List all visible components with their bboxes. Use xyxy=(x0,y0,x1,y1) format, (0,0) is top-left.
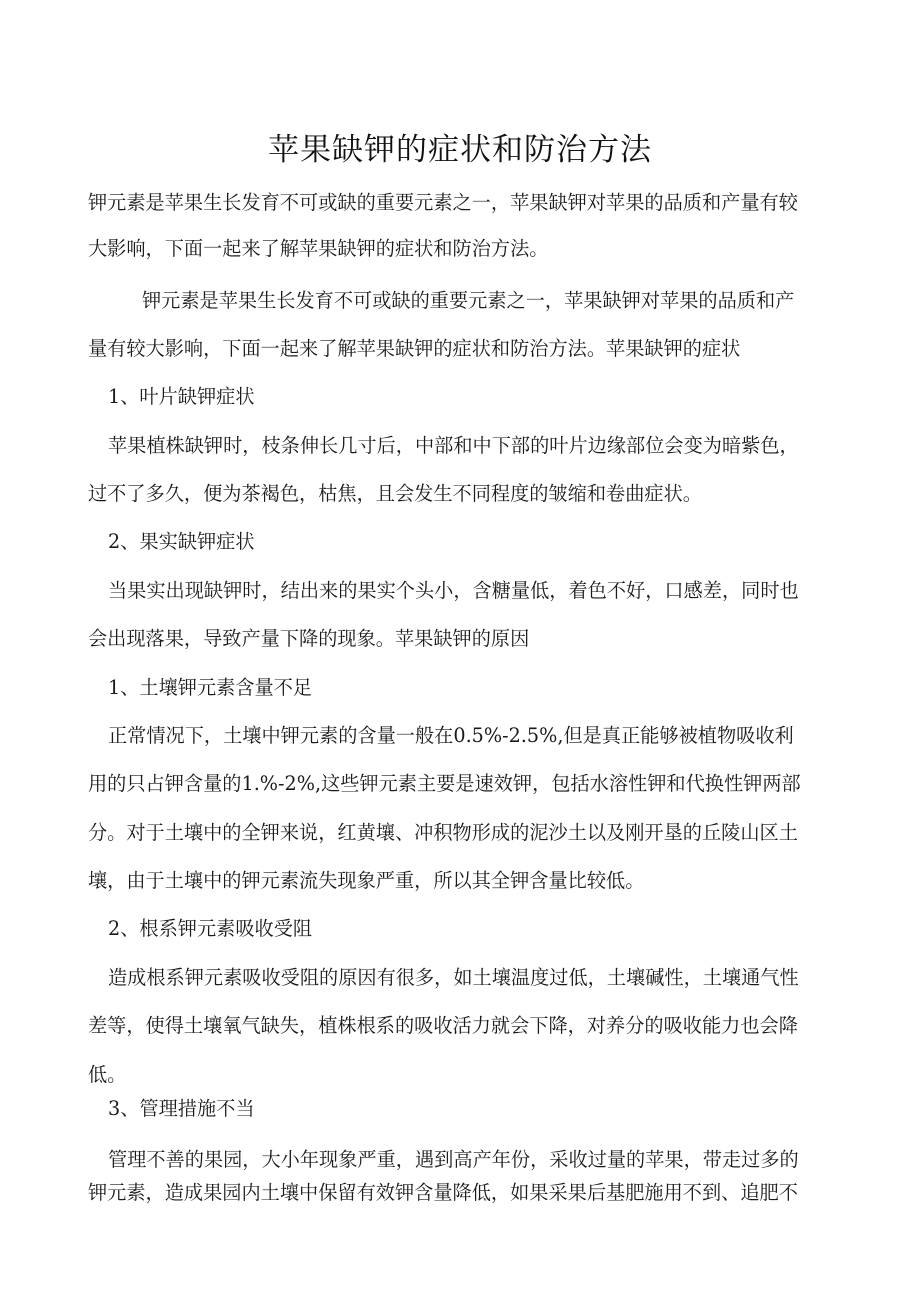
paragraph-line: 钾元素是苹果生长发育不可或缺的重要元素之一，苹果缺钾对苹果的品质和产 xyxy=(142,289,795,312)
section-heading: 2、根系钾元素吸收受阻 xyxy=(108,917,313,940)
paragraph-line: 过不了多久，便为茶褐色，枯焦，且会发生不同程度的皱缩和卷曲症状。 xyxy=(88,482,702,505)
paragraph-line: 用的只占钾含量的1.%-2%,这些钾元素主要是速效钾，包括水溶性钾和代换性钾两部 xyxy=(88,772,801,795)
paragraph-line: 低。 xyxy=(88,1063,127,1086)
paragraph-line: 差等，使得土壤氧气缺失，植株根系的吸收活力就会下降，对养分的吸收能力也会降 xyxy=(88,1014,798,1037)
section-heading: 3、管理措施不当 xyxy=(108,1097,255,1120)
section-heading: 2、果实缺钾症状 xyxy=(108,530,255,553)
paragraph-line: 管理不善的果园，大小年现象严重，遇到高产年份，采收过量的苹果，带走过多的 xyxy=(108,1148,799,1171)
section-heading: 1、土壤钾元素含量不足 xyxy=(108,676,313,699)
paragraph-line: 分。对于土壤中的全钾来说，红黄壤、冲积物形成的泥沙土以及刚开垦的丘陵山区土 xyxy=(88,821,798,844)
paragraph-line: 造成根系钾元素吸收受阻的原因有很多，如土壤温度过低，土壤碱性，土壤通气性 xyxy=(108,966,799,989)
paragraph-line: 正常情况下，土壤中钾元素的含量一般在0.5%-2.5%,但是真正能够被植物吸收利 xyxy=(108,724,794,747)
paragraph-line: 钾元素是苹果生长发育不可或缺的重要元素之一，苹果缺钾对苹果的品质和产量有较 xyxy=(88,191,798,214)
document-title: 苹果缺钾的症状和防治方法 xyxy=(268,132,652,168)
paragraph-line: 壤，由于土壤中的钾元素流失现象严重，所以其全钾含量比较低。 xyxy=(88,869,645,892)
section-heading: 1、叶片缺钾症状 xyxy=(108,385,255,408)
paragraph-line: 大影响，下面一起来了解苹果缺钾的症状和防治方法。 xyxy=(88,237,549,260)
paragraph-line: 会出现落果，导致产量下降的现象。苹果缺钾的原因 xyxy=(88,627,530,650)
paragraph-line: 苹果植株缺钾时，枝条伸长几寸后，中部和中下部的叶片边缘部位会变为暗紫色， xyxy=(108,434,799,457)
paragraph-line: 钾元素，造成果园内土壤中保留有效钾含量降低，如果采果后基肥施用不到、追肥不 xyxy=(88,1181,798,1204)
paragraph-line: 量有较大影响，下面一起来了解苹果缺钾的症状和防治方法。苹果缺钾的症状 xyxy=(88,337,741,360)
paragraph-line: 当果实出现缺钾时，结出来的果实个头小，含糖量低，着色不好，口感差，同时也 xyxy=(108,579,799,602)
